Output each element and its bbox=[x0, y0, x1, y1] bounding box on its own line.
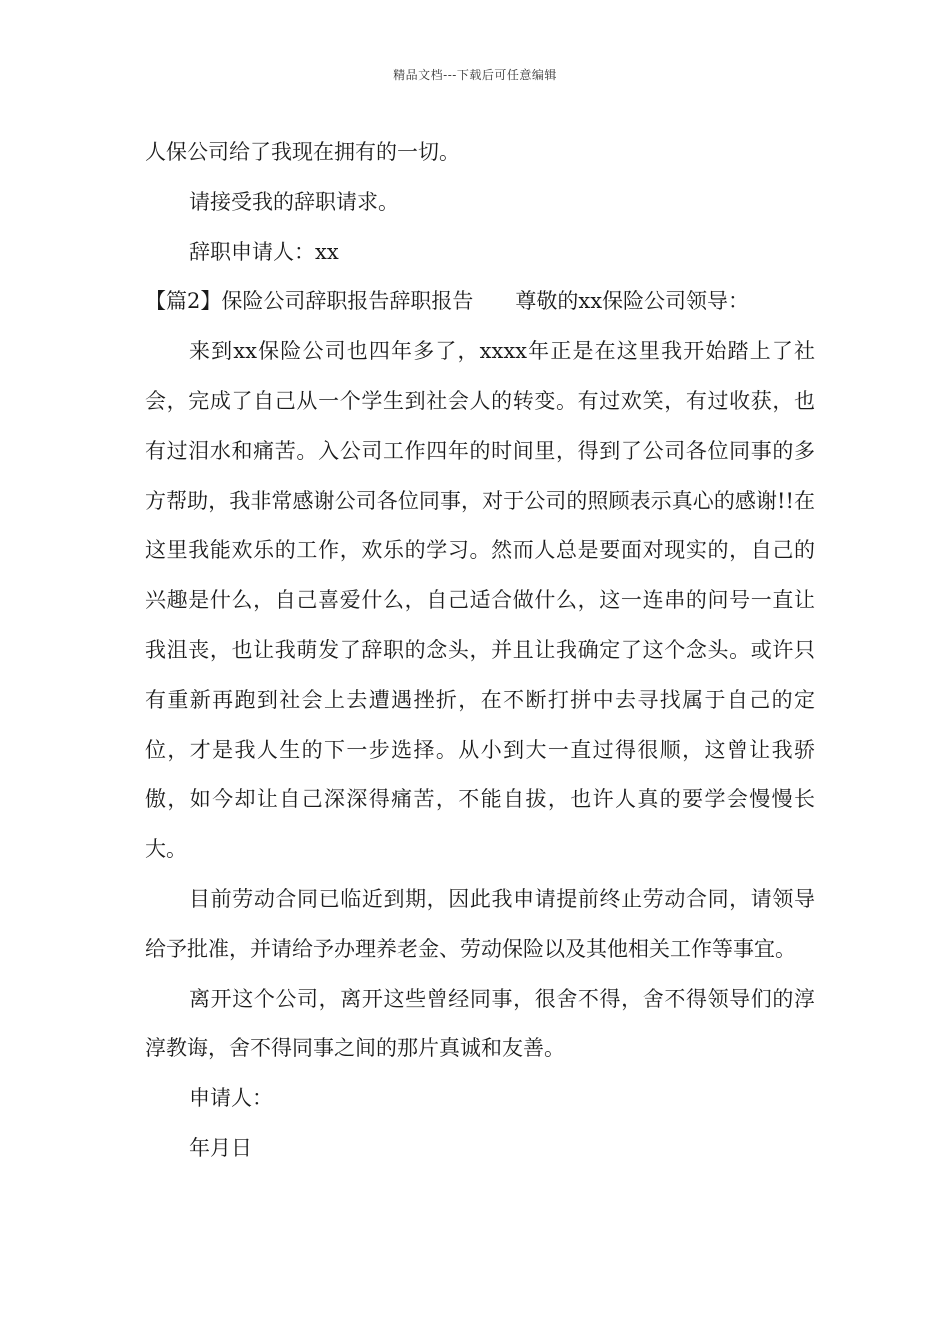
paragraph-signature: 辞职申请人：xx bbox=[189, 239, 339, 264]
paragraph-farewell: 离开这个公司，离开这些曾经同事，很舍不得，舍不得领导们的淳淳教诲，舍不得同事之间的那片真诚和友善。 bbox=[145, 986, 815, 1061]
paragraph-main-body: 来到xx保险公司也四年多了，xxxx年正是在这里我开始踏上了社会，完成了自己从一个学生到社会人的转变。有过欢笑，有过收获，也有过泪水和痛苦。入公司工作四年的时间里，得到了公司各位同事的多方帮助，我非常感谢公司各位同事，对于公司的照顾表示真心的感谢!!在这里我能欢乐的工作，欢乐的学习。然而人总是要面对现实的，自己的兴趣是什么，自己喜爱什么，自己适合做什么，这一连串的问号一直让我沮丧，也让我萌发了辞职的念头，并且让我确定了这个念头。或许只有重新再跑到社会上去遭遇挫折，在不断打拼中去寻找属于自己的定位，才是我人生的下一步选择。从小到大一直过得很顺，这曾让我骄傲，如今却让自己深深得痛苦，不能自拔，也许人真的要学会慢慢长大。 bbox=[145, 339, 815, 862]
salutation: 尊敬的xx保险公司领导： bbox=[515, 289, 750, 314]
section-heading-line bbox=[145, 277, 815, 327]
paragraph-request: 请接受我的辞职请求。 bbox=[189, 189, 399, 214]
paragraph-date: 年月日 bbox=[189, 1135, 252, 1160]
paragraph-contract: 目前劳动合同已临近到期，因此我申请提前终止劳动合同，请领导给予批准，并请给予办理养老金、劳动保险以及其他相关工作等事宜。 bbox=[145, 886, 815, 961]
paragraph-closing-line: 人保公司给了我现在拥有的一切。 bbox=[145, 140, 460, 164]
paragraph-applicant: 申请人： bbox=[189, 1086, 273, 1111]
section-title: 【篇2】保险公司辞职报告辞职报告 bbox=[145, 289, 474, 314]
page-header: 精品文档---下载后可任意编辑 bbox=[393, 68, 557, 82]
document-body bbox=[145, 128, 815, 1174]
